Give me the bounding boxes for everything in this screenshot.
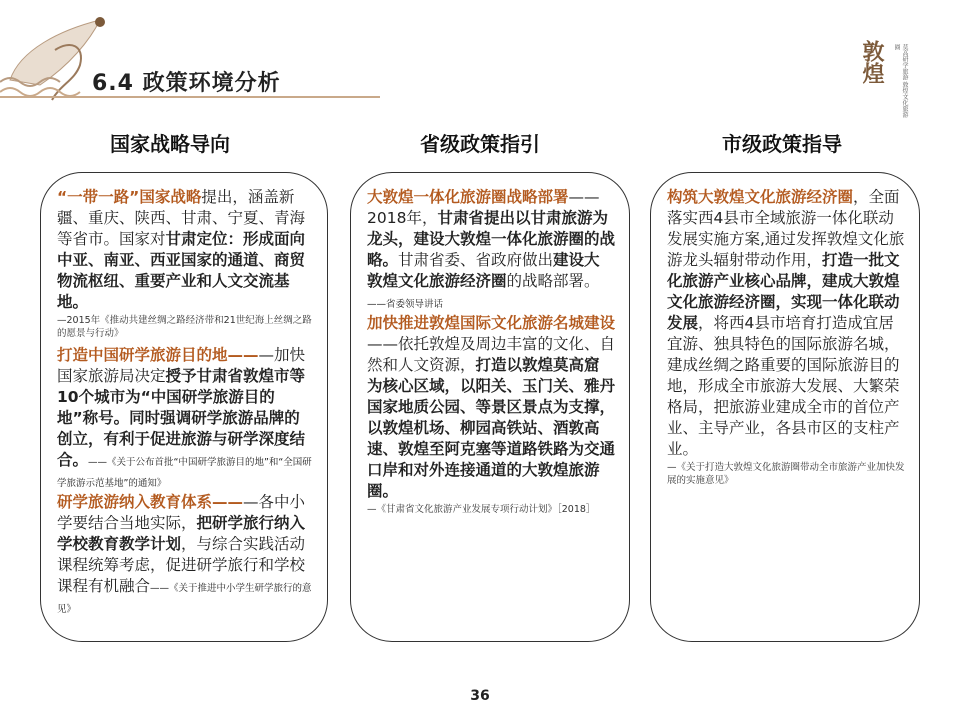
policy-text: ——依托敦煌及周边丰富的文化、自然和人文资源， [367, 335, 616, 374]
policy-highlight: 大敦煌一体化旅游圈战略部署 [367, 188, 569, 206]
policy-paragraph [667, 187, 905, 460]
column-heading-national: 国家战略导向 [110, 132, 230, 156]
source-citation: —《关于打造大敦煌文化旅游圈带动全市旅游产业加快发展的实施意见》 [667, 462, 905, 486]
policy-highlight: 构筑大敦煌文化旅游经济圈 [667, 188, 854, 206]
page-number: 36 [470, 688, 490, 704]
policy-text: —加快国家旅游局决定 [57, 346, 306, 385]
policy-text: 把研学旅行纳入学校教育教学计划 [57, 514, 306, 553]
policy-paragraph [57, 492, 313, 618]
policy-text: ，将西4县市培育打造成宜居宜游、独具特色的国际旅游名城，建成丝绸之路重要的国际旅游目的地，形成全市旅游大发展、大繁荣格局，把旅游业建成全市的首位产业、主导产业，各县市区的支柱产业。 [667, 314, 900, 458]
source-citation: —《甘肃省文化旅游产业发展专项行动计划》［2018］ [367, 504, 596, 515]
card-content [667, 187, 905, 492]
inline-citation: ——《关于公布首批“中国研学旅游目的地”和“全国研学旅游示范基地”的通知》 [57, 457, 312, 489]
policy-text: —各中小学要结合当地实际， [57, 493, 306, 532]
policy-paragraph [57, 345, 313, 492]
logo-small-text: 莫高研学旅游 敦煌文化旅游圈 [893, 44, 908, 118]
policy-text: 甘肃省提出以甘肃旅游为龙头，建设大敦煌一体化旅游圈的战略。 [367, 209, 616, 269]
policy-text: 甘肃省委、省政府做出 [398, 251, 554, 269]
policy-paragraph [367, 313, 615, 502]
policy-highlight: 加快推进敦煌国际文化旅游名城建设 [367, 314, 616, 332]
policy-text: ，与综合实践活动课程统筹考虑，促进研学旅行和学校课程有机融合 [57, 535, 306, 595]
inline-citation: ——省委领导讲话 [367, 299, 444, 310]
dunhuang-logo [858, 30, 938, 120]
policy-text: 打造以敦煌莫高窟为核心区域，以阳关、玉门关、雅丹国家地质公园、等景区景点为支撑，以敦煌机场、柳园高铁站、酒敦高速、敦煌至阿克塞等道路铁路为交通口岸和对外连接通道的大敦煌旅游圈。 [367, 356, 616, 500]
policy-highlight: “一带一路”国家战略 [57, 188, 202, 206]
policy-text: 打造一批文化旅游产业核心品牌，建成大敦煌文化旅游经济圈，实现一体化联动发展 [667, 251, 900, 332]
policy-text: 甘肃定位：形成面向中亚、南亚、西亚国家的通道、商贸物流枢纽、重要产业和人文交流基地。 [57, 230, 306, 311]
card-municipal [650, 172, 920, 642]
title-underline [0, 96, 380, 98]
policy-text: ，全面落实西4县市全域旅游一体化联动发展实施方案,通过发挥敦煌文化旅游龙头辐射带动作用， [667, 188, 905, 269]
policy-text: 提出，涵盖新疆、重庆、陕西、甘肃、宁夏、青海等省市。国家对 [57, 188, 306, 248]
card-content [367, 187, 615, 521]
policy-text: 建设大敦煌文化旅游经济圈 [367, 251, 600, 290]
policy-text: 的战略部署。 [506, 272, 600, 290]
source-citation: —2015年《推动共建丝绸之路经济带和21世纪海上丝绸之路的愿景与行动》 [57, 315, 312, 339]
card-content [57, 187, 313, 618]
policy-highlight: 研学旅游纳入教育体系—— [57, 493, 244, 511]
inline-citation: ——《关于推进中小学生研学旅行的意见》 [57, 583, 312, 615]
policy-paragraph [367, 187, 615, 313]
card-national [40, 172, 328, 642]
policy-paragraph [57, 187, 313, 313]
policy-text: 授予甘肃省敦煌市等10个城市为“中国研学旅游目的地”称号。同时强调研学旅游品牌的创立，有利于促进旅游与研学深度结合。 [57, 367, 306, 469]
policy-highlight: 打造中国研学旅游目的地—— [57, 346, 259, 364]
column-heading-municipal: 市级政策指导 [722, 132, 842, 156]
column-heading-provincial: 省级政策指引 [420, 132, 540, 156]
logo-text: 敦煌 [859, 40, 885, 84]
policy-text: ——2018年， [367, 188, 600, 227]
card-provincial [350, 172, 630, 642]
page-title: 6.4 政策环境分析 [92, 71, 281, 96]
